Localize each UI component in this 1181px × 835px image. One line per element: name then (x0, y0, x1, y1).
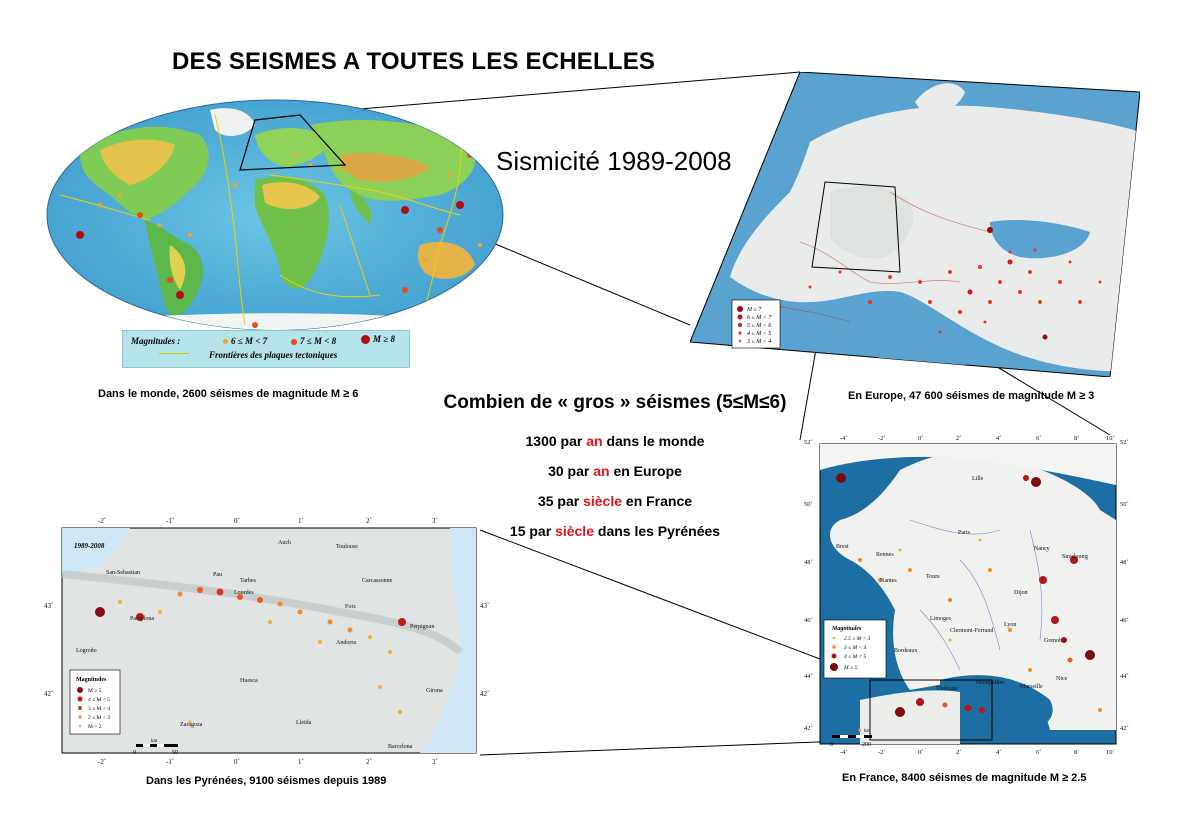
caption-europe: En Europe, 47 600 séismes de magnitude M ≥ 3 (848, 390, 1095, 402)
city-carcassonne: Carcassonne (362, 578, 393, 584)
city-zaragoza: Zaragoza (180, 722, 203, 728)
city-limoges: Limoges (930, 616, 951, 622)
svg-text:44˚: 44˚ (1120, 673, 1129, 680)
caption-world: Dans le monde, 2600 séismes de magnitude M ≥ 6 (98, 388, 359, 400)
svg-text:200: 200 (862, 742, 871, 748)
svg-text:6˚: 6˚ (1036, 435, 1042, 442)
svg-text:0˚: 0˚ (234, 517, 240, 525)
pyrenees-map (40, 512, 495, 770)
svg-text:2 ≤ M < 3: 2 ≤ M < 3 (88, 715, 111, 721)
city-foix: Foix (345, 604, 357, 610)
pyrenees-legend (70, 670, 120, 734)
svg-text:-1˚: -1˚ (166, 517, 175, 525)
city-marseille: Marseille (1020, 684, 1043, 690)
city-montpellier: Montpellier (976, 680, 1005, 686)
stats-line-pyrenees: 15 par siècle dans les Pyrénées (509, 523, 721, 539)
svg-text:52˚: 52˚ (804, 439, 813, 446)
city-strasbourg: Strasbourg (1062, 554, 1088, 560)
svg-text:44˚: 44˚ (804, 673, 813, 680)
city-tarbes: Tarbes (240, 578, 256, 584)
svg-text:0: 0 (133, 750, 136, 756)
svg-text:48˚: 48˚ (1120, 559, 1129, 566)
world-map (40, 95, 510, 335)
legend-dot-icon (223, 339, 228, 344)
city-dijon: Dijon (1014, 590, 1028, 596)
city-barcelona: Barcelona (388, 744, 413, 750)
svg-text:2˚: 2˚ (366, 758, 372, 766)
city-pamplona: Pamplona (130, 616, 154, 622)
legend-dot-icon (361, 335, 370, 344)
svg-text:46˚: 46˚ (1120, 617, 1129, 624)
city-andorra: Andorra (336, 640, 356, 646)
page-subtitle: Sismicité 1989-2008 (496, 146, 732, 176)
city-nantes: Nantes (880, 578, 897, 584)
plate-boundary-line-icon (159, 353, 189, 354)
svg-text:52˚: 52˚ (1120, 439, 1129, 446)
svg-text:42˚: 42˚ (804, 725, 813, 732)
city-lyon: Lyon (1004, 622, 1017, 628)
svg-text:42˚: 42˚ (44, 690, 54, 698)
svg-text:6˚: 6˚ (1036, 749, 1042, 756)
svg-text:0˚: 0˚ (918, 435, 924, 442)
pyrenees-legend-title: Magnitudes (76, 677, 107, 683)
svg-text:0: 0 (830, 742, 833, 748)
world-legend-boundaries: Frontières des plaques tectoniques (209, 350, 338, 360)
svg-text:50: 50 (172, 750, 178, 756)
legend-dot-icon (291, 339, 297, 345)
svg-text:M ≥ 5: M ≥ 5 (88, 688, 102, 694)
svg-text:4 ≤ M < 5: 4 ≤ M < 5 (88, 697, 111, 703)
city-pau: Pau (213, 572, 222, 578)
stats-line-france: 35 par siècle en France (537, 493, 693, 509)
svg-text:-2˚: -2˚ (98, 758, 107, 766)
city-grenoble: Grenoble (1044, 638, 1067, 644)
svg-text:M < 2: M < 2 (88, 724, 102, 730)
svg-text:1˚: 1˚ (298, 517, 304, 525)
svg-text:43˚: 43˚ (480, 602, 490, 610)
svg-text:4˚: 4˚ (996, 435, 1002, 442)
svg-text:3˚: 3˚ (432, 758, 438, 766)
stats-line-europe: 30 par an en Europe (548, 463, 682, 479)
svg-text:43˚: 43˚ (44, 602, 54, 610)
france-map (800, 430, 1140, 765)
svg-text:km: km (151, 739, 158, 744)
world-legend-item-1: 6 ≤ M < 7 (223, 336, 267, 346)
city-rennes: Rennes (876, 552, 894, 558)
svg-text:2˚: 2˚ (366, 517, 372, 525)
europe-legend (732, 300, 780, 348)
svg-text:3˚: 3˚ (432, 517, 438, 525)
city-clermont-ferrand: Clermont-Ferrand (950, 628, 994, 634)
caption-pyrenees: Dans les Pyrénées, 9100 séismes depuis 1989 (146, 775, 387, 787)
city-toulouse: Toulouse (336, 544, 358, 550)
world-legend-item-2: 7 ≤ M < 8 (291, 336, 336, 346)
svg-text:0˚: 0˚ (234, 758, 240, 766)
svg-text:48˚: 48˚ (804, 559, 813, 566)
svg-text:2˚: 2˚ (956, 749, 962, 756)
svg-text:-1˚: -1˚ (166, 758, 175, 766)
svg-text:-2˚: -2˚ (98, 517, 107, 525)
europe-map (690, 72, 1140, 377)
svg-text:2˚: 2˚ (956, 435, 962, 442)
city-lleida: Lleida (296, 720, 312, 726)
world-legend-item-3: M ≥ 8 (361, 334, 395, 344)
svg-text:8˚: 8˚ (1074, 749, 1080, 756)
city-san-sebastian: San-Sebastian (106, 570, 140, 576)
caption-france: En France, 8400 séismes de magnitude M ≥ 2.5 (842, 772, 1087, 784)
city-perpignan: Perpignan (410, 624, 435, 630)
city-lille: Lille (972, 476, 984, 482)
city-auch: Auch (278, 540, 291, 546)
france-legend-title: Magnitudes (832, 626, 862, 632)
city-paris: Paris (958, 530, 970, 536)
svg-text:8˚: 8˚ (1074, 435, 1080, 442)
page-title: DES SEISMES A TOUTES LES ECHELLES (172, 48, 656, 75)
svg-text:-4˚: -4˚ (840, 749, 848, 756)
svg-text:50˚: 50˚ (1120, 501, 1129, 508)
svg-text:10˚: 10˚ (1106, 435, 1115, 442)
svg-text:-4˚: -4˚ (840, 435, 848, 442)
svg-text:3 ≤ M < 4: 3 ≤ M < 4 (88, 706, 111, 712)
svg-text:2.5 ≤ M < 3: 2.5 ≤ M < 3 (844, 636, 871, 642)
svg-text:0˚: 0˚ (918, 749, 924, 756)
svg-text:-2˚: -2˚ (878, 749, 886, 756)
svg-text:50˚: 50˚ (804, 501, 813, 508)
svg-text:4˚: 4˚ (996, 749, 1002, 756)
europe-legend-item-4: 4 ≤ M < 5 (747, 331, 772, 337)
city-toulouse-fr: Toulouse (936, 686, 958, 692)
svg-text:-2˚: -2˚ (878, 435, 886, 442)
svg-text:42˚: 42˚ (1120, 725, 1129, 732)
city-huesca: Huesca (240, 678, 258, 684)
stats-line-world: 1300 par an dans le monde (525, 433, 705, 449)
svg-text:10˚: 10˚ (1106, 749, 1115, 756)
svg-text:42˚: 42˚ (480, 690, 490, 698)
city-tours: Tours (926, 574, 940, 580)
europe-legend-item-1: M ≥ 7 (747, 307, 762, 313)
europe-legend-item-5: 3 ≤ M < 4 (747, 339, 772, 345)
svg-text:km: km (864, 729, 871, 734)
pyrenees-inset-label: 1989-2008 (74, 542, 105, 550)
europe-legend-item-2: 6 ≤ M < 7 (747, 315, 772, 321)
europe-legend-item-3: 5 ≤ M < 6 (747, 323, 772, 329)
svg-text:M ≥ 5: M ≥ 5 (844, 665, 858, 671)
world-legend-label: Magnitudes : (131, 336, 181, 346)
city-nancy: Nancy (1034, 546, 1050, 552)
svg-text:1˚: 1˚ (298, 758, 304, 766)
city-girona: Girona (426, 688, 443, 694)
city-bordeaux: Bordeaux (894, 648, 918, 654)
france-legend (824, 620, 886, 678)
city-lourdes: Lourdes (234, 590, 254, 596)
svg-text:3 ≤ M < 4: 3 ≤ M < 4 (844, 645, 867, 651)
city-brest: Brest (836, 544, 849, 550)
city-logrono: Logroño (76, 648, 97, 654)
svg-text:46˚: 46˚ (804, 617, 813, 624)
stats-heading: Combien de « gros » séismes (5≤M≤6) (443, 392, 787, 413)
world-legend (122, 330, 410, 368)
svg-text:4 ≤ M < 5: 4 ≤ M < 5 (844, 654, 867, 660)
city-nice: Nice (1056, 676, 1068, 682)
